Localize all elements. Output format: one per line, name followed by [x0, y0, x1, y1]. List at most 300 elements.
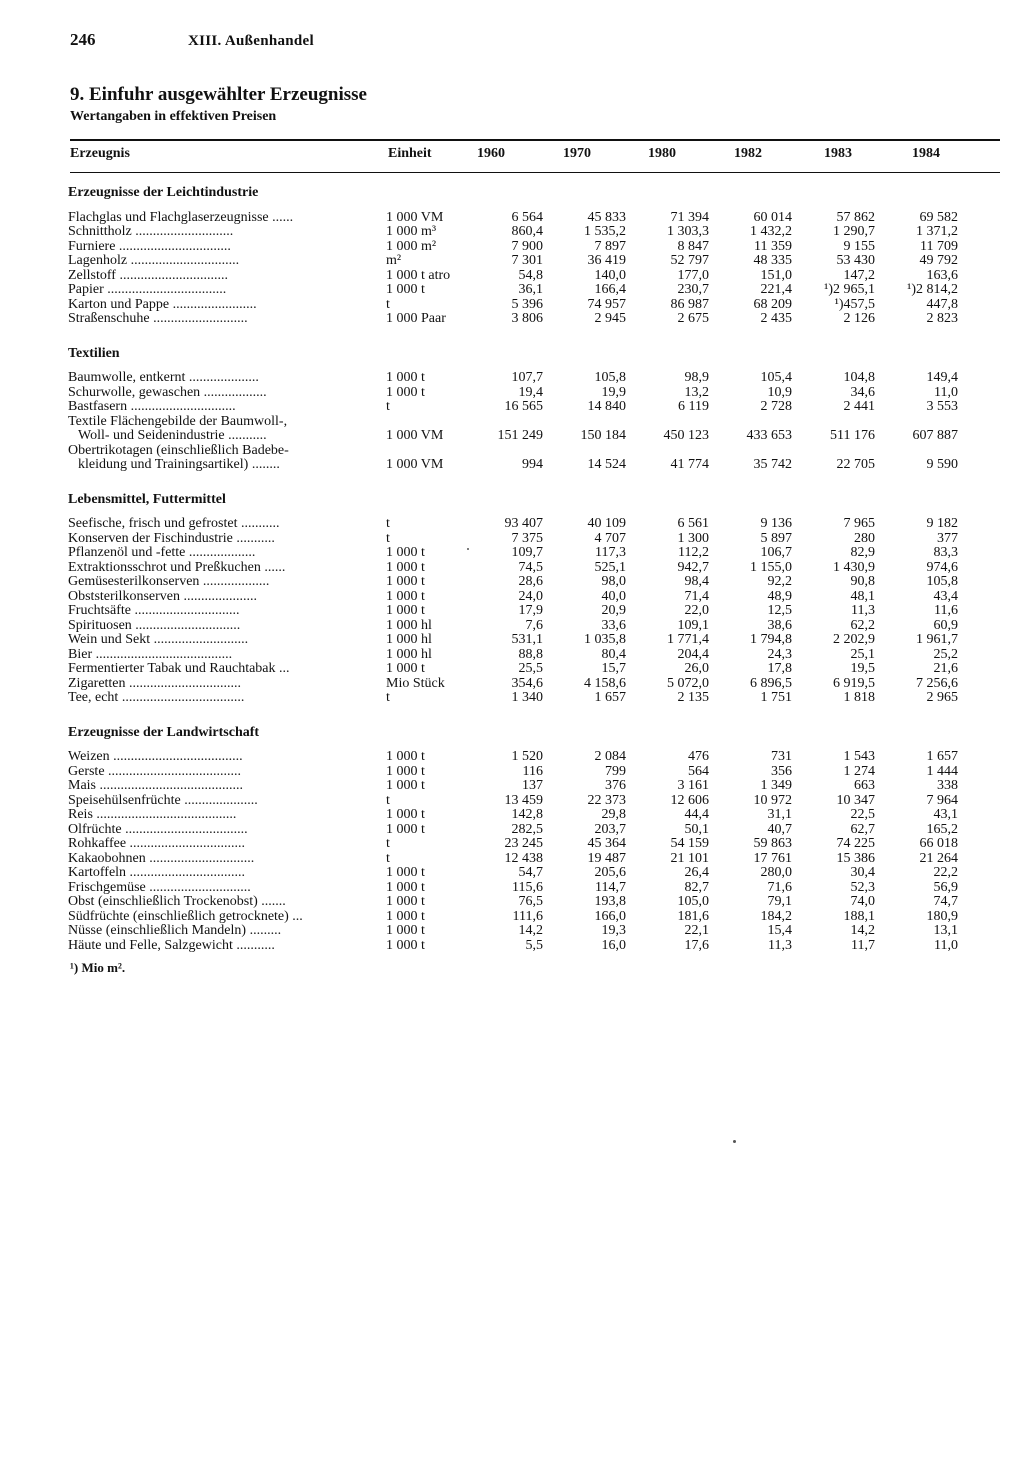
value-cell: 203,7: [594, 821, 626, 837]
value-cell: 150 184: [580, 428, 626, 443]
value-cell: 22 373: [587, 792, 626, 808]
value-cell: 83,3: [933, 545, 958, 560]
unit-cell: 1 000 hl: [386, 617, 432, 633]
value-cell: 1 818: [843, 690, 875, 705]
value-cell: 7,6: [525, 617, 543, 633]
unit-cell: 1 000 t: [386, 821, 425, 837]
unit-cell: 1 000 hl: [386, 646, 432, 662]
unit-cell: 1 000 t: [386, 865, 425, 880]
value-cell: 48,9: [767, 588, 792, 604]
value-cell: 7 897: [594, 238, 626, 254]
value-cell: 525,1: [594, 559, 626, 575]
value-cell: 21,6: [933, 661, 958, 676]
product-name: Weizen .....................................: [68, 750, 243, 764]
value-cell: 282,5: [511, 821, 543, 837]
value-cell: 1 290,7: [833, 224, 875, 239]
value-cell: 204,4: [677, 646, 709, 662]
table-row: [0, 575, 1024, 590]
value-cell: 54,8: [518, 267, 543, 283]
unit-cell: Mio Stück: [386, 675, 445, 691]
column-header-erzeugnis: Erzeugnis: [70, 146, 130, 161]
value-cell: 205,6: [594, 865, 626, 880]
value-cell: 447,8: [926, 296, 958, 312]
table-row: [0, 429, 1024, 444]
value-cell: 181,6: [677, 908, 709, 924]
value-cell: 44,4: [684, 807, 709, 822]
value-cell: 166,4: [594, 282, 626, 297]
product-name: Seefische, frisch und gefrostet ...........: [68, 517, 280, 531]
page-number: 246: [70, 30, 96, 49]
value-cell: 60 014: [753, 209, 792, 225]
value-cell: 22,5: [850, 807, 875, 822]
value-cell: 2 202,9: [833, 632, 875, 647]
table-row: [0, 604, 1024, 619]
value-cell: 74 225: [836, 836, 875, 851]
value-cell: 74,0: [850, 894, 875, 909]
value-cell: 36 419: [587, 253, 626, 268]
value-cell: 5 396: [511, 296, 543, 312]
value-cell: 193,8: [594, 894, 626, 909]
value-cell: 76,5: [518, 894, 543, 909]
value-cell: 12 438: [504, 850, 543, 866]
value-cell: 2 823: [926, 311, 958, 326]
value-cell: 1 432,2: [750, 224, 792, 239]
value-cell: 280: [854, 530, 875, 546]
value-cell: 59 863: [753, 836, 792, 851]
unit-cell: t: [386, 516, 390, 531]
value-cell: 90,8: [850, 574, 875, 589]
value-cell: 19,5: [850, 661, 875, 676]
value-cell: ¹)2 814,2: [907, 282, 958, 297]
value-cell: 26,0: [684, 661, 709, 676]
unit-cell: t: [386, 399, 390, 414]
value-cell: 105,4: [760, 370, 792, 385]
value-cell: 1 535,2: [584, 224, 626, 239]
table-header-rule: [70, 172, 1000, 173]
value-cell: 16,0: [601, 937, 626, 953]
table-row: [0, 532, 1024, 547]
table-row: [0, 852, 1024, 867]
unit-cell: 1 000 t: [386, 282, 425, 297]
table-row: [0, 517, 1024, 532]
product-name: Kakaobohnen ..............................: [68, 851, 255, 866]
value-cell: 4 707: [594, 530, 626, 546]
value-cell: 22,1: [684, 923, 709, 938]
value-cell: 106,7: [760, 545, 792, 560]
chapter-title: XIII. Außenhandel: [188, 33, 314, 49]
product-name: Ölfrüchte ...................................: [68, 822, 248, 837]
value-cell: 7 301: [511, 253, 543, 268]
value-cell: 6 119: [678, 399, 709, 414]
value-cell: 25,2: [933, 646, 958, 662]
page-header: [70, 30, 314, 50]
value-cell: 22 705: [836, 457, 875, 472]
value-cell: 17,8: [767, 661, 792, 676]
value-cell: 8 847: [677, 238, 709, 254]
value-cell: 2 945: [594, 311, 626, 326]
product-name: Bastfasern ..............................: [68, 400, 236, 414]
value-cell: 13,2: [684, 384, 709, 400]
unit-cell: 1 000 t: [386, 588, 425, 604]
table-row: [0, 677, 1024, 692]
unit-cell: t: [386, 296, 390, 312]
section-header-row: [0, 724, 1024, 751]
table-row: [0, 225, 1024, 240]
value-cell: 62,7: [850, 821, 875, 837]
value-cell: 221,4: [760, 282, 792, 297]
product-name: Speisehülsenfrüchte .....................: [68, 793, 258, 808]
value-cell: 1 303,3: [667, 224, 709, 239]
unit-cell: 1 000 t: [386, 370, 425, 385]
column-header-einheit: Einheit: [388, 146, 432, 161]
unit-cell: 1 000 t: [386, 894, 425, 909]
value-cell: 531,1: [511, 632, 543, 647]
value-cell: 31,1: [767, 807, 792, 822]
table-row: [0, 633, 1024, 648]
product-name: Textile Flächengebilde der Baumwoll-,: [68, 414, 288, 429]
table-row: [0, 866, 1024, 881]
value-cell: 6 561: [677, 516, 709, 531]
value-cell: 9 155: [843, 238, 875, 254]
unit-cell: 1 000 hl: [386, 632, 432, 647]
value-cell: 6 564: [511, 209, 543, 225]
table-row: [0, 254, 1024, 269]
table-row-continuation: [0, 444, 1024, 459]
unit-cell: 1 000 m³: [386, 224, 437, 239]
value-cell: 24,0: [518, 588, 543, 604]
table-row: [0, 939, 1024, 954]
table-row: [0, 765, 1024, 780]
value-cell: 2 126: [843, 311, 875, 326]
product-name: Obertrikotagen (einschließlich Badebe-: [68, 443, 289, 458]
value-cell: 92,2: [767, 574, 792, 589]
value-cell: 107,7: [511, 370, 543, 385]
product-name: Südfrüchte (einschließlich getrocknete) ...: [68, 909, 303, 924]
product-name: Rohkaffee .................................: [68, 837, 246, 851]
value-cell: 109,1: [677, 617, 709, 633]
value-cell: 54 159: [670, 836, 709, 851]
value-cell: 11,0: [934, 384, 958, 400]
product-name: Tee, echt ...................................: [68, 691, 245, 705]
value-cell: 1 430,9: [833, 559, 875, 575]
value-cell: 14,2: [850, 923, 875, 938]
column-header-1982: 1982: [734, 146, 762, 161]
unit-cell: 1 000 t: [386, 603, 425, 618]
value-cell: 14,2: [518, 923, 543, 938]
value-cell: 71 394: [670, 209, 709, 225]
value-cell: 1 274: [843, 763, 875, 779]
value-cell: 11,0: [934, 937, 958, 953]
value-cell: 11 709: [920, 238, 958, 254]
value-cell: 2 135: [677, 690, 709, 705]
product-name: Fermentierter Tabak und Rauchtabak ...: [68, 662, 290, 676]
value-cell: 230,7: [677, 282, 709, 297]
value-cell: ¹)2 965,1: [824, 282, 875, 297]
value-cell: 165,2: [926, 821, 958, 837]
value-cell: 41 774: [670, 457, 709, 472]
value-cell: 180,9: [926, 908, 958, 924]
table-row: [0, 691, 1024, 706]
value-cell: 2 965: [926, 690, 958, 705]
value-cell: 9 136: [760, 516, 792, 531]
value-cell: 1 340: [511, 690, 543, 705]
unit-cell: 1 000 t: [386, 763, 425, 779]
section-title: Textilien: [68, 345, 120, 361]
value-cell: 19 487: [587, 850, 626, 866]
unit-cell: t: [386, 850, 390, 866]
value-cell: ¹)457,5: [834, 296, 875, 312]
value-cell: 1 520: [511, 749, 543, 764]
product-name: Reis ........................................: [68, 808, 237, 822]
value-cell: 184,2: [760, 908, 792, 924]
value-cell: 12,5: [767, 603, 792, 618]
value-cell: 117,3: [595, 545, 626, 560]
value-cell: 354,6: [511, 675, 543, 691]
product-name: Obst (einschließlich Trockenobst) .......: [68, 895, 286, 909]
value-cell: 2 435: [760, 311, 792, 326]
value-cell: 450 123: [663, 428, 709, 443]
value-cell: 942,7: [677, 559, 709, 575]
value-cell: 11,6: [934, 603, 958, 618]
unit-cell: 1 000 VM: [386, 428, 444, 443]
value-cell: 799: [605, 763, 626, 779]
value-cell: 17,6: [684, 937, 709, 953]
value-cell: 17,9: [518, 603, 543, 618]
unit-cell: 1 000 t: [386, 559, 425, 575]
table-row: [0, 269, 1024, 284]
table-row: [0, 619, 1024, 634]
value-cell: 166,0: [594, 908, 626, 924]
value-cell: 40,0: [601, 588, 626, 604]
value-cell: 7 256,6: [916, 675, 958, 691]
unit-cell: 1 000 t: [386, 807, 425, 822]
section-header-row: [0, 491, 1024, 518]
value-cell: 34,6: [850, 384, 875, 400]
value-cell: 1 961,7: [916, 632, 958, 647]
value-cell: 60,9: [933, 617, 958, 633]
column-header-1960: 1960: [477, 146, 505, 161]
value-cell: 35 742: [753, 457, 792, 472]
product-name: Woll- und Seidenindustrie ...........: [78, 429, 267, 443]
value-cell: 10 347: [836, 792, 875, 808]
section-gap: [0, 327, 1024, 345]
table-row: [0, 924, 1024, 939]
product-name: Flachglas und Flachglaserzeugnisse ......: [68, 210, 294, 225]
table-row: [0, 561, 1024, 576]
value-cell: 149,4: [926, 370, 958, 385]
unit-cell: 1 000 t: [386, 661, 425, 676]
value-cell: 80,4: [601, 646, 626, 662]
product-name: Konserven der Fischindustrie ...........: [68, 531, 275, 546]
value-cell: 17 761: [753, 850, 792, 866]
unit-cell: t: [386, 690, 390, 705]
product-name: Furniere ................................: [68, 239, 231, 254]
value-cell: 26,4: [684, 865, 709, 880]
table-row: [0, 794, 1024, 809]
product-name: Pflanzenöl und -fette ...................: [68, 546, 256, 560]
product-name: Bier .......................................: [68, 647, 233, 662]
value-cell: 105,8: [594, 370, 626, 385]
value-cell: 433 653: [746, 428, 792, 443]
value-cell: 10,9: [767, 384, 792, 400]
value-cell: 7 964: [926, 792, 958, 808]
value-cell: 30,4: [850, 865, 875, 880]
unit-cell: 1 000 t: [386, 937, 425, 953]
table-top-rule: [70, 139, 1000, 141]
value-cell: 86 987: [670, 296, 709, 312]
value-cell: 142,8: [511, 807, 543, 822]
unit-cell: t: [386, 530, 390, 546]
value-cell: 82,7: [684, 879, 709, 895]
value-cell: 1 035,8: [584, 632, 626, 647]
value-cell: 3 806: [511, 311, 543, 326]
value-cell: 23 245: [504, 836, 543, 851]
value-cell: 48,1: [850, 588, 875, 604]
value-cell: 69 582: [919, 209, 958, 225]
table-row: [0, 837, 1024, 852]
value-cell: 105,8: [926, 574, 958, 589]
table-subtitle: Wertangaben in effektiven Preisen: [70, 109, 277, 124]
value-cell: 11,3: [768, 937, 792, 953]
value-cell: 45 833: [587, 209, 626, 225]
value-cell: 74,5: [518, 559, 543, 575]
unit-cell: 1 000 t: [386, 384, 425, 400]
value-cell: 22,0: [684, 603, 709, 618]
value-cell: 2 728: [760, 399, 792, 414]
value-cell: 82,9: [850, 545, 875, 560]
value-cell: 66 018: [919, 836, 958, 851]
table-body: [0, 184, 1024, 953]
value-cell: 13,1: [933, 923, 958, 938]
value-cell: 137: [522, 778, 543, 793]
product-name: Gemüsesterilkonserven ...................: [68, 575, 270, 589]
product-name: Zigaretten ................................: [68, 676, 242, 691]
product-name: Schurwolle, gewaschen ..................: [68, 385, 267, 400]
value-cell: 38,6: [767, 617, 792, 633]
value-cell: 280,0: [760, 865, 792, 880]
table-title: 9. Einfuhr ausgewählter Erzeugnisse: [70, 84, 367, 105]
value-cell: 5,5: [525, 937, 543, 953]
value-cell: 49 792: [919, 253, 958, 268]
product-name: Nüsse (einschließlich Mandeln) .........: [68, 924, 282, 938]
table-row: [0, 371, 1024, 386]
value-cell: 21 101: [670, 850, 709, 866]
unit-cell: 1 000 t: [386, 778, 425, 793]
unit-cell: 1 000 t: [386, 574, 425, 589]
value-cell: 25,5: [518, 661, 543, 676]
value-cell: 74,7: [933, 894, 958, 909]
section-gap: [0, 706, 1024, 724]
value-cell: 15 386: [836, 850, 875, 866]
unit-cell: 1 000 t: [386, 749, 425, 764]
value-cell: 36,1: [518, 282, 543, 297]
value-cell: 10 972: [753, 792, 792, 808]
section-header-row: [0, 345, 1024, 372]
value-cell: 1 543: [843, 749, 875, 764]
value-cell: 54,7: [518, 865, 543, 880]
value-cell: 33,6: [601, 617, 626, 633]
value-cell: 356: [771, 763, 792, 779]
value-cell: 11 359: [754, 238, 792, 254]
value-cell: 48 335: [753, 253, 792, 268]
table-row: [0, 779, 1024, 794]
value-cell: 45 364: [587, 836, 626, 851]
value-cell: 20,9: [601, 603, 626, 618]
unit-cell: 1 000 t: [386, 908, 425, 924]
product-name: Frischgemüse .............................: [68, 880, 251, 895]
table-row: [0, 240, 1024, 255]
product-name: kleidung und Trainingsartikel) ........: [78, 458, 280, 472]
table-row: [0, 312, 1024, 327]
value-cell: 564: [688, 763, 709, 779]
value-cell: 11,3: [851, 603, 875, 618]
value-cell: 40,7: [767, 821, 792, 837]
section-title: Erzeugnisse der Leichtindustrie: [68, 185, 259, 200]
table-row: [0, 211, 1024, 226]
value-cell: 114,7: [595, 879, 626, 895]
value-cell: 5 072,0: [667, 675, 709, 691]
value-cell: 338: [937, 778, 958, 793]
value-cell: 476: [688, 749, 709, 764]
value-cell: 1 371,2: [916, 224, 958, 239]
section-title: Lebensmittel, Futtermittel: [68, 491, 226, 507]
value-cell: 29,8: [601, 807, 626, 822]
product-name: Mais .........................................: [68, 779, 243, 793]
value-cell: 731: [771, 749, 792, 764]
table-row: [0, 546, 1024, 561]
value-cell: 104,8: [843, 370, 875, 385]
value-cell: 15,4: [767, 923, 792, 938]
product-name: Obststerilkonserven .....................: [68, 589, 257, 604]
value-cell: 3 161: [677, 778, 709, 793]
value-cell: 140,0: [594, 267, 626, 283]
value-cell: 43,4: [933, 588, 958, 604]
unit-cell: 1 000 VM: [386, 457, 444, 472]
table-row: [0, 823, 1024, 838]
value-cell: 163,6: [926, 267, 958, 283]
unit-cell: 1 000 t: [386, 545, 425, 560]
unit-cell: 1 000 VM: [386, 209, 444, 225]
value-cell: 7 375: [511, 530, 543, 546]
table-row: [0, 895, 1024, 910]
value-cell: 7 965: [843, 516, 875, 531]
value-cell: 52 797: [670, 253, 709, 268]
table-row: [0, 386, 1024, 401]
value-cell: 5 897: [760, 530, 792, 546]
value-cell: 79,1: [767, 894, 792, 909]
unit-cell: 1 000 t: [386, 923, 425, 938]
value-cell: 116: [522, 763, 543, 779]
value-cell: 1 771,4: [667, 632, 709, 647]
value-cell: 98,9: [684, 370, 709, 385]
value-cell: 1 657: [594, 690, 626, 705]
value-cell: 12 606: [670, 792, 709, 808]
value-cell: 1 794,8: [750, 632, 792, 647]
value-cell: 2 441: [843, 399, 875, 414]
section-gap: [0, 473, 1024, 491]
table-row: [0, 662, 1024, 677]
value-cell: 52,3: [850, 879, 875, 895]
unit-cell: t: [386, 792, 390, 808]
product-name: Fruchtsäfte ..............................: [68, 604, 240, 618]
product-name: Gerste ......................................: [68, 764, 242, 779]
value-cell: 151,0: [760, 267, 792, 283]
unit-cell: m²: [386, 253, 402, 268]
value-cell: 19,3: [601, 923, 626, 938]
value-cell: 1 751: [760, 690, 792, 705]
table-row: [0, 881, 1024, 896]
product-name: Kartoffeln .................................: [68, 866, 246, 880]
